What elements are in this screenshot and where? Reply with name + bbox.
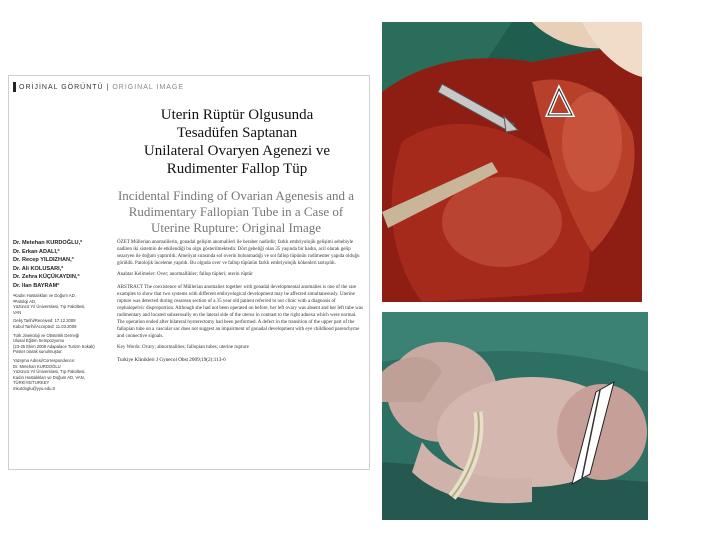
surgical-photo-graphic	[382, 22, 642, 302]
congress-note	[13, 333, 111, 355]
affiliation-line: ªPatoloji AD,	[13, 298, 37, 304]
correspondence-line: Dr. Metehan KURDOĞLU	[13, 363, 61, 369]
surgical-photo	[382, 22, 642, 302]
keywords-turkish: Anahtar Kelimeler: Over; anormallikler; fallop tüpleri; uterin rüptür	[117, 272, 253, 277]
title-tr-line: Rudimenter Fallop Tüp	[166, 161, 308, 177]
section-label	[13, 82, 184, 92]
abstract-english: ABSTRACT The coexistence of Müllerian anomalies together with gonadal developmental anomalies is one of the rare examples to show that two systems with different embryological development may be affected simultaneously. Uterine rupture was detected during cesarean section of a 35 year old patient referred to our clinic with a diagnosis of cephalopelvic disproportion. Although she had not been operated on before, her left ovary was absent and her left tube was rudimentary and located subserosally on the lateral side of the uterus in contrast to the right adnexa which were normal. The operation ended after bilateral hysterectomy had been performed. A defect in the transition of the upper part of the fallopian tube on a vascular sac does not suggest an impairment of gonadal development with eye childhood parenchyme and connective signals.	[117, 285, 363, 339]
author-name: Dr. Ali KOLUSARI,ª	[13, 265, 64, 272]
title-english	[105, 188, 367, 236]
abstract-turkish: ÖZET Müllerian anomalilerin, gonadal gelişim anomalileri ile beraber nadirdir; farklı embriyolojik gelişimi sebebiyle nadiren iki sistemin de etkilendiği bu olgu gösterilmektedir. Dört gebeliği olan 35 yaşında bir kadın, acil olarak gelip sezaryen ile doğum yaptırıldı. Ameliyat sırasında sol overin bulunmadığı ve sol fallop tüpünün rudimenter yapıda olduğu görüldü. Patolojik inceleme yapıldı. Bu olguda over ve fallop tüpünün farklı embriyolojik kökenleri tartışıldı.	[117, 240, 360, 266]
newborn-photo	[382, 312, 648, 520]
correspondence	[13, 358, 111, 392]
author-column	[13, 239, 111, 392]
author-name: Dr. Ilan BAYRAMª	[13, 282, 60, 289]
title-tr-line: Uterin Rüptür Olgusunda	[160, 107, 314, 123]
title-tr-line: Unilateral Ovaryen Agenezi ve	[143, 143, 331, 159]
journal-citation: Turkiye Klinikleri J Gynecol Obst 2009;19(2):113-6	[117, 357, 226, 363]
section-bar-divider: |	[106, 83, 110, 91]
section-label-en: ORIGINAL IMAGE	[112, 83, 185, 91]
affiliation-line: VAN	[13, 309, 22, 315]
congress-line: Türk Jinekoloji ve Obstetrik Derneği	[13, 332, 80, 338]
author-name: Dr. Recep YILDIZHAN,ª	[13, 257, 74, 263]
correspondence-line: Kadın Hastalıkları ve Doğum AD, VAN,	[13, 374, 85, 380]
date-line: Kabul Tarihi/Accepted: 11.03.2009	[13, 323, 77, 329]
congress-line: (23-25 Ekim 2008 Adapalace Turizm Sokak)	[13, 343, 95, 349]
affiliation	[13, 293, 111, 315]
title-turkish	[109, 106, 365, 178]
congress-line: Ulusal Eğitim Sempozyumu	[13, 338, 65, 344]
paper-first-page	[8, 75, 370, 470]
affiliation-line: ªKadın Hastalıkları ve Doğum AD,	[13, 293, 76, 298]
dates	[13, 318, 111, 329]
title-tr-line: Tesadüfen Saptanan	[176, 125, 298, 141]
date-line: Geliş Tarihi/Received: 17.12.2008	[13, 318, 76, 324]
abstract-column	[117, 239, 363, 368]
correspondence-line: mkurdoglu@yyu.edu.tr	[13, 385, 56, 391]
newborn-photo-graphic	[382, 312, 648, 520]
correspondence-line: Yazışma Adresi/Correspondence:	[13, 357, 76, 363]
author-name: Dr. Erkan ADALI,ª	[13, 248, 60, 255]
correspondence-line: TÜRKİYE/TURKEY	[13, 380, 50, 386]
section-label-tr: ORİJİNAL GÖRÜNTÜ	[19, 83, 104, 91]
title-en-line: Uterine Rupture: Original Image	[150, 220, 322, 235]
correspondence-line: Yüzüncü Yıl Üniversitesi, Tıp Fakültesi,	[13, 369, 86, 375]
section-bar	[13, 82, 16, 92]
title-en-line: Incidental Finding of Ovarian Agenesis and a	[117, 188, 355, 203]
author-name: Dr. Metehan KURDOĞLU,ª	[13, 240, 83, 246]
author-name: Dr. Zehra KÜÇÜKAYDIN,ª	[13, 274, 80, 280]
keywords-english: Key Words: Ovary; abnormalities; fallopian tubes; uterine rupture	[117, 345, 249, 350]
title-en-line: Rudimentary Fallopian Tube in a Case of	[128, 204, 344, 219]
affiliation-line: Yüzüncü Yıl Üniversitesi, Tıp Fakültesi,	[13, 304, 86, 310]
congress-line: Poster olarak sunulmuştur.	[13, 349, 63, 355]
